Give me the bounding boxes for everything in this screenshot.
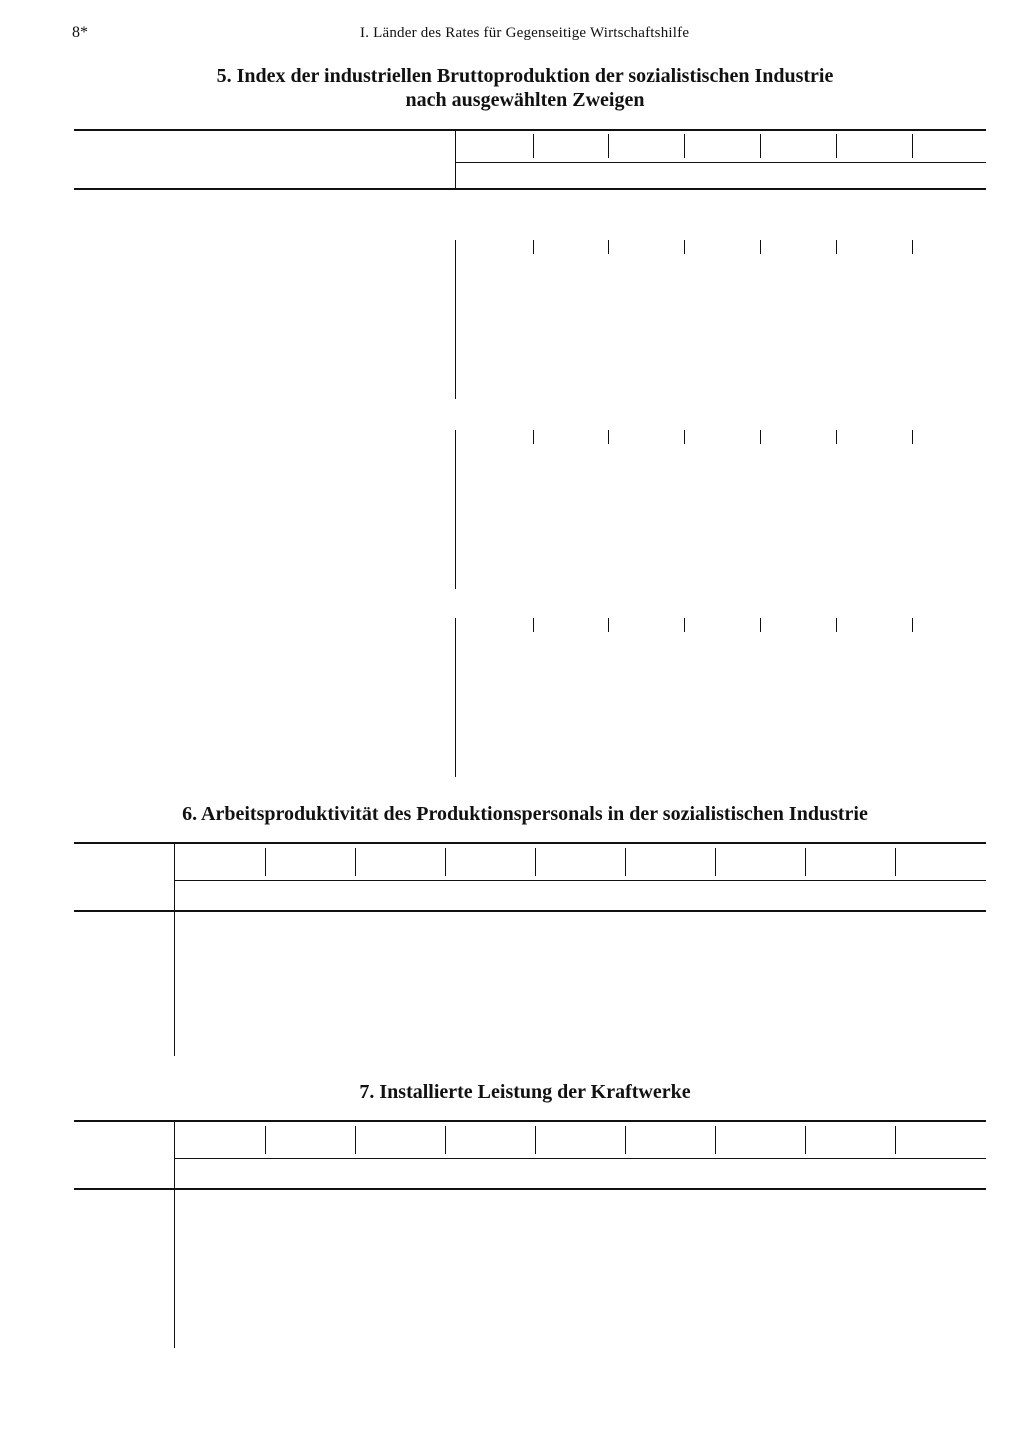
table7-title: 7. Installierte Leistung der Kraftwerke — [359, 1081, 691, 1103]
table5-title-line1: 5. Index der industriellen Bruttoproduktion der sozialistischen Industrie — [216, 65, 834, 87]
table5-year-divider — [912, 134, 913, 158]
table5-cell-tick — [684, 430, 685, 444]
table6-top-rule — [74, 842, 986, 844]
table5-cell-tick — [533, 430, 534, 444]
table5-title-line2: nach ausgewählten Zweigen — [405, 89, 645, 111]
table5-year-divider — [684, 134, 685, 158]
table7-column-divider — [895, 1126, 896, 1154]
table5-body-divider — [455, 618, 456, 777]
table5-cell-tick — [912, 240, 913, 254]
table5-cell-tick — [836, 240, 837, 254]
table6-stub-divider — [174, 844, 175, 910]
table5-cell-tick — [760, 430, 761, 444]
table5-cell-tick — [760, 618, 761, 632]
table6-column-divider — [265, 848, 266, 876]
table7-header-bottom-rule — [74, 1188, 986, 1190]
table7-column-divider — [355, 1126, 356, 1154]
table6-header-bottom-rule — [74, 910, 986, 912]
table7-column-divider — [805, 1126, 806, 1154]
table6-column-divider — [625, 848, 626, 876]
table6-column-divider — [445, 848, 446, 876]
table6-column-divider — [805, 848, 806, 876]
table6-body-divider — [174, 912, 175, 1056]
table7-column-divider — [445, 1126, 446, 1154]
table5-cell-tick — [836, 618, 837, 632]
table6-column-divider — [355, 848, 356, 876]
table7-stub-divider — [174, 1122, 175, 1188]
table5-cell-tick — [760, 240, 761, 254]
table7-column-divider — [535, 1126, 536, 1154]
table6-base-rule — [175, 880, 986, 881]
table6-column-divider — [535, 848, 536, 876]
table7-column-divider — [625, 1126, 626, 1154]
table6-column-divider — [895, 848, 896, 876]
table7-base-rule — [175, 1158, 986, 1159]
table5-year-divider — [533, 134, 534, 158]
table5-cell-tick — [912, 618, 913, 632]
table5-cell-tick — [684, 240, 685, 254]
table5-top-rule — [74, 129, 986, 131]
table5-cell-tick — [533, 240, 534, 254]
table5-cell-tick — [912, 430, 913, 444]
table5-cell-tick — [608, 240, 609, 254]
table6-column-divider — [715, 848, 716, 876]
table5-header-bottom-rule — [74, 188, 986, 190]
table5-cell-tick — [608, 618, 609, 632]
table5-base-rule — [456, 162, 986, 163]
table5-body-divider — [455, 240, 456, 399]
table5-year-divider — [836, 134, 837, 158]
table7-body-divider — [174, 1190, 175, 1348]
running-title: I. Länder des Rates für Gegenseitige Wirtschaftshilfe — [360, 25, 690, 41]
table7-top-rule — [74, 1120, 986, 1122]
table5-title — [60, 64, 990, 112]
table6-title: 6. Arbeitsproduktivität des Produktionspersonals in der sozialistischen Industrie — [182, 803, 868, 825]
page-number: 8* — [72, 24, 88, 41]
table5-body-divider — [455, 430, 456, 589]
table5-cell-tick — [836, 430, 837, 444]
table7-column-divider — [715, 1126, 716, 1154]
table5-cell-tick — [684, 618, 685, 632]
table5-cell-tick — [608, 430, 609, 444]
table7-column-divider — [265, 1126, 266, 1154]
table5-year-divider — [760, 134, 761, 158]
table5-cell-tick — [533, 618, 534, 632]
table5-year-divider — [608, 134, 609, 158]
table5-stub-divider — [455, 131, 456, 188]
